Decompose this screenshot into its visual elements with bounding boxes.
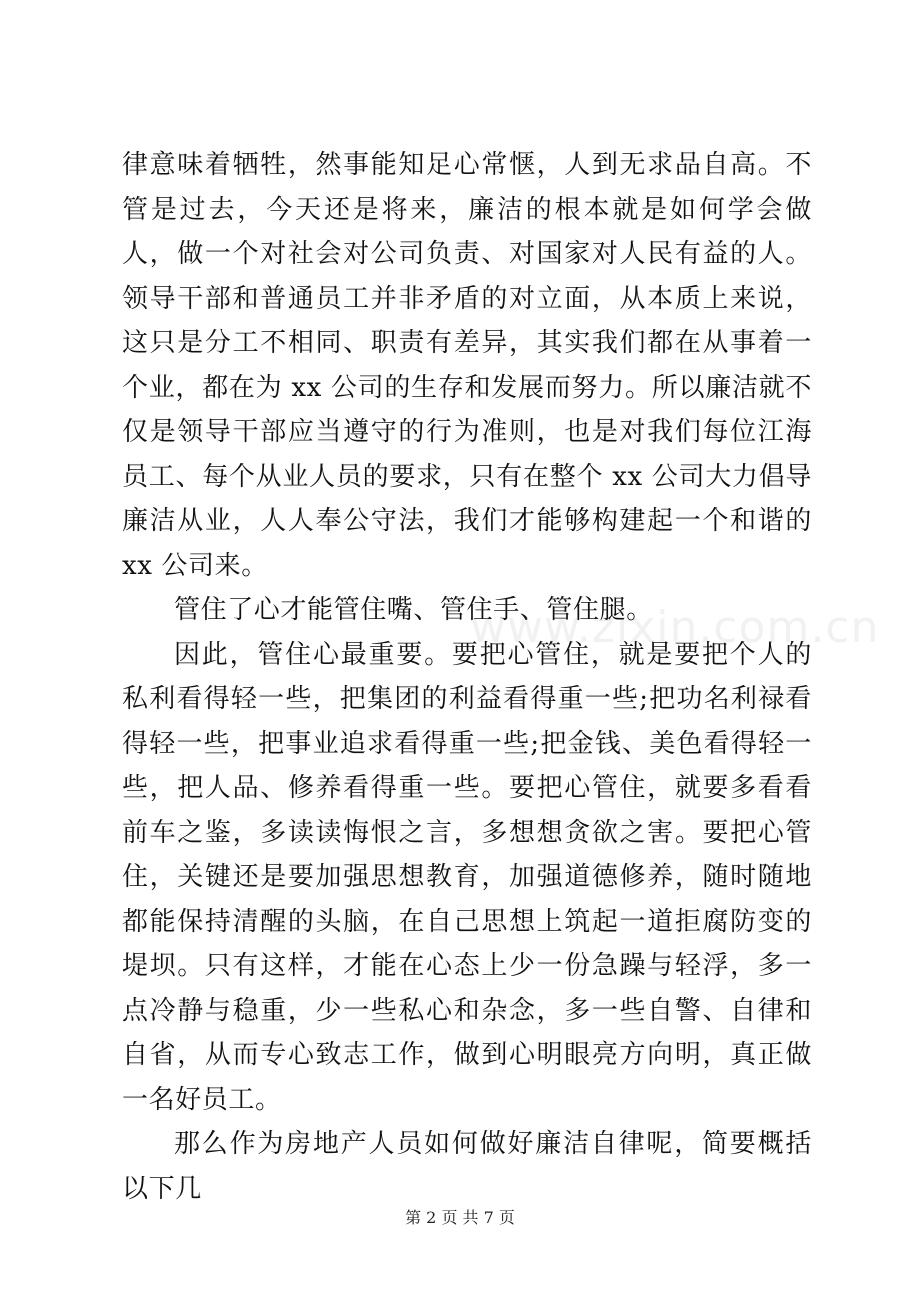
document-body xyxy=(122,143,812,1211)
paragraph: 律意味着牺牲，然事能知足心常惬，人到无求品自高。不管是过去，今天还是将来，廉洁的根本就是如何学会做人，做一个对社会对公司负责、对国家对人民有益的人。领导干部和普通员工并非矛盾的对立面，从本质上来说，这只是分工不相同、职责有差异，其实我们都在从事着一个业，都在为 xx 公司的生存和发展而努力。所以廉洁就不仅是领导干部应当遵守的行为准则，也是对我们每位江海员工、每个从业人员的要求，只有在整个 xx 公司大力倡导廉洁从业，人人奉公守法，我们才能够构建起一个和谐的 xx 公司来。 xyxy=(122,150,812,581)
watermark: www.zixin.com.cn xyxy=(470,602,880,653)
page-footer: 第 2 页 共 7 页 xyxy=(405,1208,515,1227)
paragraph: 管住了心才能管住嘴、管住手、管住腿。 xyxy=(174,595,653,625)
paragraph: 那么作为房地产人员如何做好廉洁自律呢，简要概括以下几 xyxy=(122,1129,812,1204)
paragraph: 因此，管住心最重要。要把心管住，就是要把个人的私利看得轻一些，把集团的利益看得重一些;把功名利禄看得轻一些，把事业追求看得重一些;把金钱、美色看得轻一些，把人品、修养看得重一些。要把心管住，就要多看看前车之鉴，多读读悔恨之言，多想想贪欲之害。要把心管住，关键还是要加强思想教育，加强道德修养，随时随地都能保持清醒的头脑，在自己思想上筑起一道拒腐防变的堤坝。只有这样，才能在心态上少一份急躁与轻浮，多一点冷静与稳重，少一些私心和杂念，多一些自警、自律和自省，从而专心致志工作，做到心明眼亮方向明，真正做一名好员工。 xyxy=(122,639,812,1115)
